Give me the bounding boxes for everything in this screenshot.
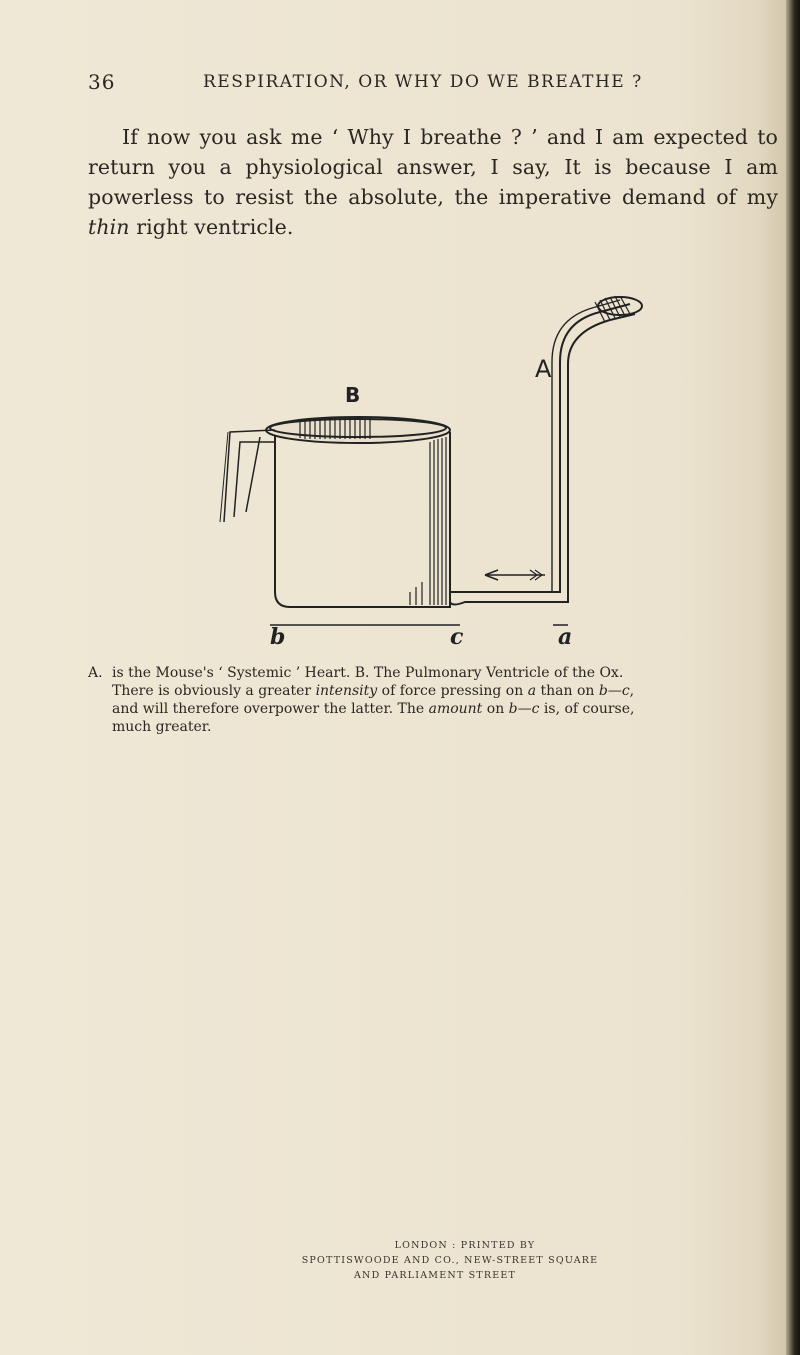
running-head: RESPIRATION, OR WHY DO WE BREATHE ? bbox=[203, 72, 643, 92]
paragraph-text: If now you ask me ‘ Why I breathe ? ’ and I am expected to return you a physiological answer, I say, It is because I am powerless to resist the absolute, the imperative demand of my thin right ventricle. bbox=[88, 125, 778, 239]
emphasis-thin: thin bbox=[88, 215, 130, 239]
tube-a-drawing bbox=[450, 296, 642, 605]
label-lower-c: c bbox=[450, 624, 464, 650]
printer-imprint: LONDON : PRINTED BY SPOTTISWOODE AND CO., NEW-STREET SQUARE AND PARLIAMENT STREET bbox=[301, 1240, 599, 1281]
figure-caption: A. is the Mouse's ‘ Systemic ’ Heart. B. The Pulmonary Ventricle of the Ox. There is obviously a greater intensity of force pressing on a than on b—c, and will therefore overpower the latter. The amount on b—c is, of course, much greater. bbox=[88, 665, 635, 735]
vessel-b-drawing bbox=[220, 417, 450, 607]
label-lower-b: b bbox=[270, 624, 286, 650]
body-paragraph bbox=[88, 122, 778, 242]
label-upper-b: B bbox=[345, 383, 361, 407]
page-header bbox=[88, 70, 648, 98]
book-spine-edge bbox=[786, 0, 800, 1355]
page-number: 36 bbox=[88, 70, 116, 94]
heart-comparison-figure bbox=[180, 292, 650, 652]
label-upper-a: A bbox=[535, 355, 552, 383]
label-lower-a: a bbox=[558, 624, 573, 650]
